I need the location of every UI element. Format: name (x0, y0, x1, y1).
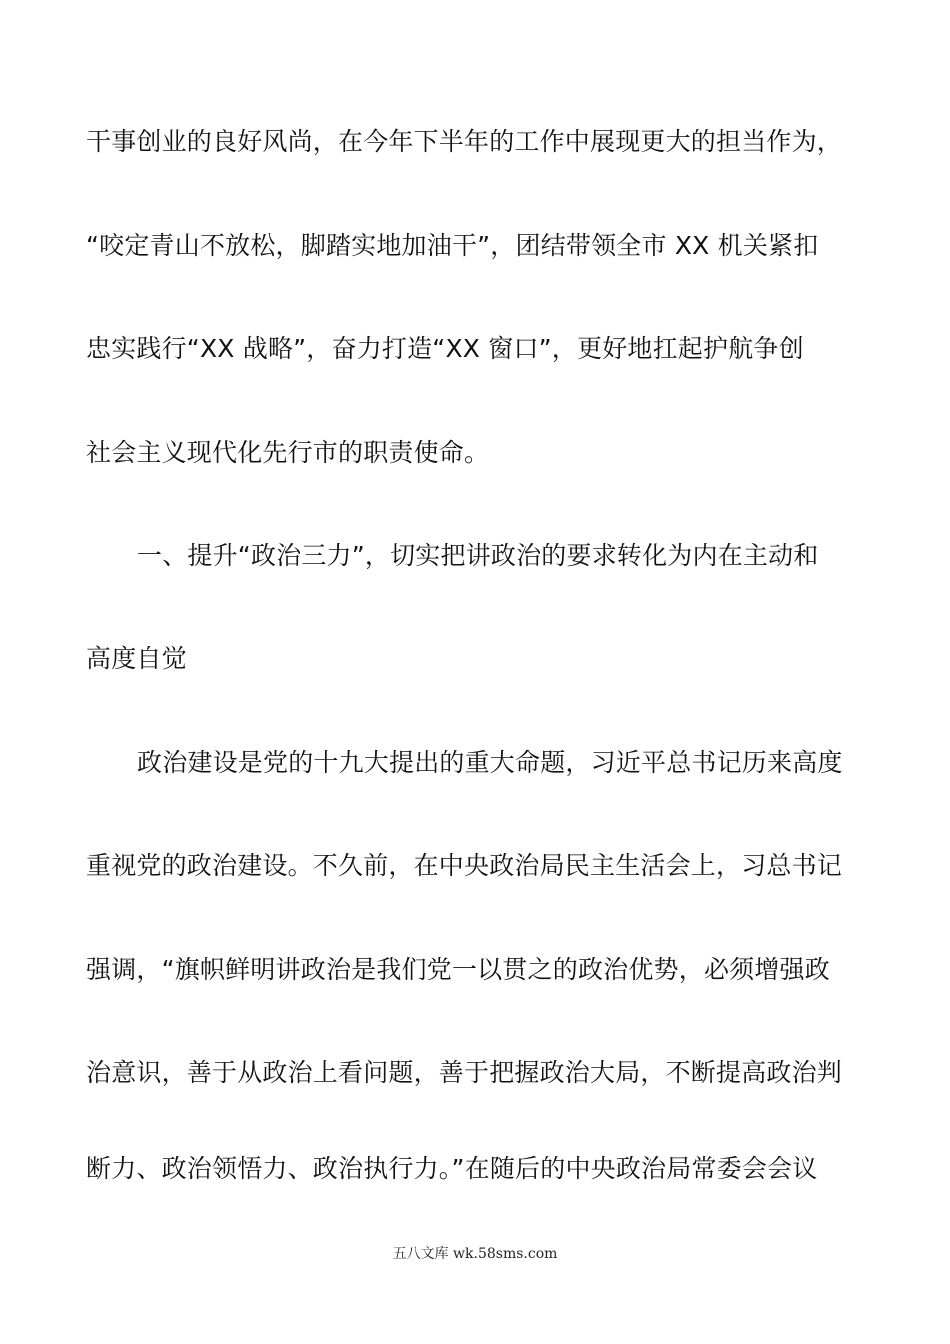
paragraph-1-line-4: 社会主义现代化先行市的职责使命。 (86, 438, 490, 467)
paragraph-2-line-2: 重视党的政治建设。不久前，在中央政治局民主生活会上，习总书记 (86, 851, 843, 880)
paragraph-1-line-2: “咬定青山不放松，脚踏实地加油干”，团结带领全市 XX 机关紧扣 (86, 231, 819, 260)
paragraph-1-line-1: 干事创业的良好风尚，在今年下半年的工作中展现更大的担当作为， (86, 127, 843, 156)
heading-1-line-1: 一、提升“政治三力”，切实把讲政治的要求转化为内在主动和 (137, 541, 819, 570)
paragraph-1-line-3: 忠实践行“XX 战略”，奋力打造“XX 窗口”，更好地扛起护航争创 (86, 334, 804, 363)
paragraph-2-line-1: 政治建设是党的十九大提出的重大命题，习近平总书记历来高度 (137, 748, 843, 777)
paragraph-2-line-3: 强调，“旗帜鲜明讲政治是我们党一以贯之的政治优势，必须增强政 (86, 955, 830, 984)
footer-watermark: 五八文库 wk.58sms.com (392, 1246, 558, 1262)
paragraph-2-line-5: 断力、政治领悟力、政治执行力。”在随后的中央政治局常委会会议 (86, 1154, 818, 1183)
heading-1-line-2: 高度自觉 (86, 644, 187, 673)
paragraph-2-line-4: 治意识，善于从政治上看问题，善于把握政治大局，不断提高政治判 (86, 1058, 843, 1087)
